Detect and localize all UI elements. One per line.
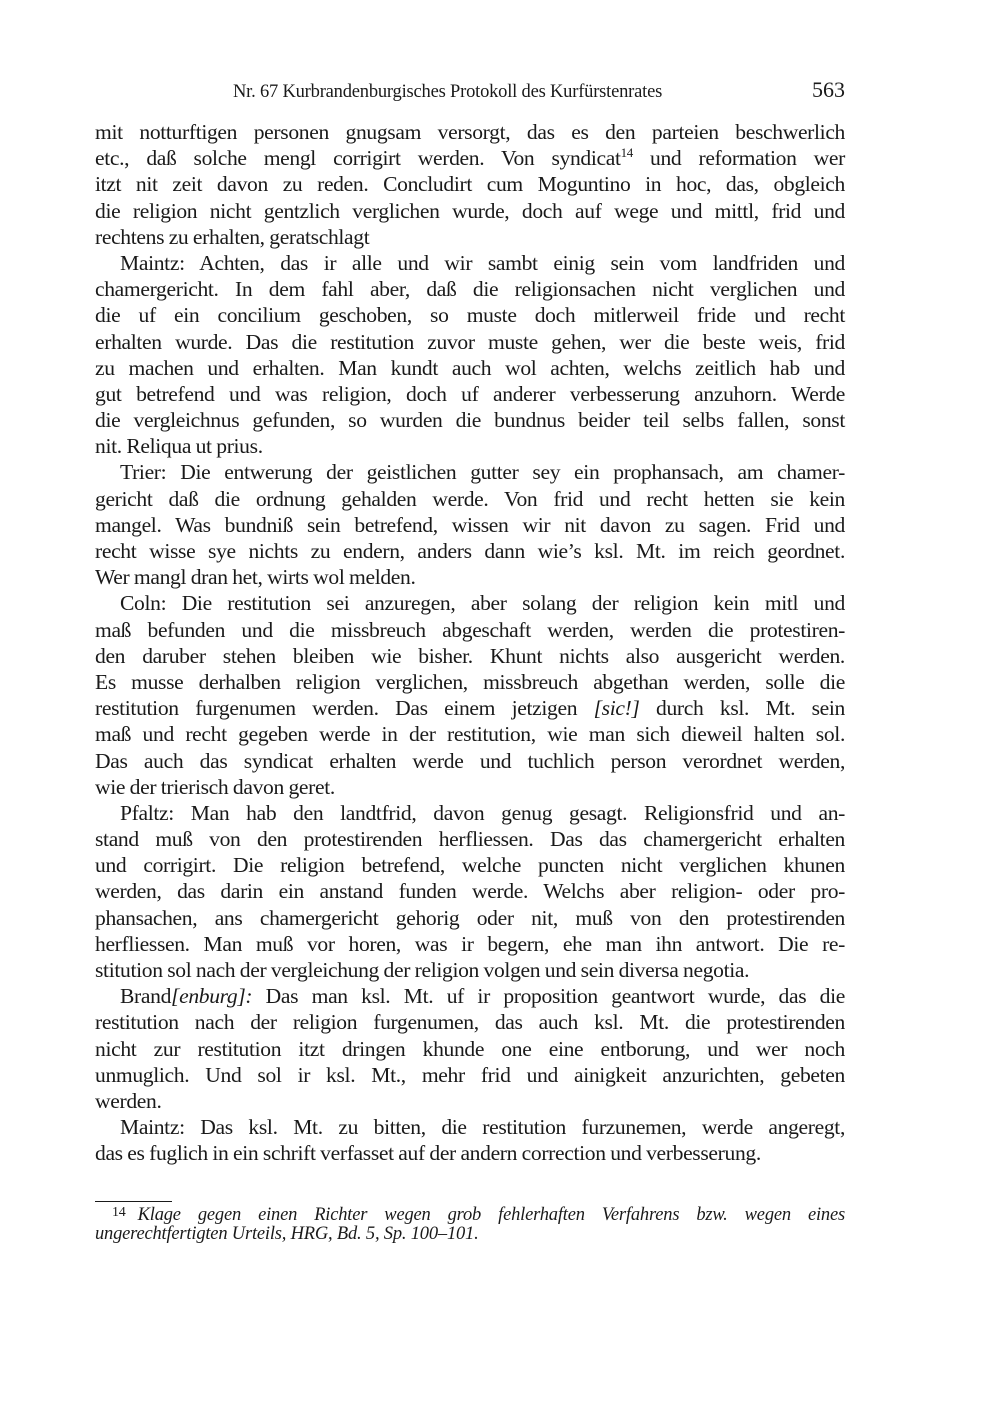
text-segment: restitution furgenumen werden. Das einem jetzigen bbox=[95, 696, 594, 721]
text-segment: restitution nach der religion furgenumen, das auch ksl. Mt. die protestirenden bbox=[95, 1010, 845, 1035]
text-line bbox=[95, 512, 845, 538]
text-segment: mangel. Was bundniß sein betrefend, wissen wir nit davon zu sagen. Frid und bbox=[95, 512, 845, 537]
text-line bbox=[95, 748, 845, 774]
text-line bbox=[95, 1114, 845, 1140]
text-segment: Wer mangl dran het, wirts wol melden. bbox=[95, 565, 416, 590]
text-line bbox=[95, 800, 845, 826]
footnote-number: 14 bbox=[112, 1205, 126, 1220]
running-head bbox=[95, 78, 845, 106]
editorial-insertion: [sic!] bbox=[593, 696, 640, 721]
text-line bbox=[95, 1036, 845, 1062]
text-segment: durch ksl. Mt. sein bbox=[639, 696, 845, 721]
text-segment: recht wisse sye nichts zu endern, anders dann wie’s ksl. Mt. im reich geordnet. bbox=[95, 539, 845, 563]
footnote-divider bbox=[95, 1201, 172, 1202]
text-segment: Pfaltz: Man hab den landtfrid, davon genug gesagt. Religionsfrid und an- bbox=[120, 800, 845, 825]
text-segment: zu machen und erhalten. Man kundt auch wol achten, welchs zeitlich hab und bbox=[95, 355, 845, 380]
text-line bbox=[95, 302, 845, 328]
text-segment: den daruber stehen bleiben wie bisher. Khunt nichts also ausgericht werden. bbox=[95, 643, 845, 668]
text-line bbox=[95, 590, 845, 616]
text-line bbox=[95, 669, 845, 695]
text-segment: Das man ksl. Mt. uf ir proposition geantwort wurde, das die bbox=[252, 984, 845, 1009]
text-segment: maß befunden und die missbreuch abgeschaft werden, werden die protestiren- bbox=[95, 617, 845, 642]
footnote-line bbox=[95, 1206, 845, 1225]
text-line bbox=[95, 774, 845, 800]
text-segment: itzt nit zeit davon zu reden. Concludirt cum Moguntino in hoc, das, obgleich bbox=[95, 172, 845, 197]
text-line bbox=[95, 1140, 845, 1166]
text-segment: Maintz: Achten, das ir alle und wir sambt einig sein vom landfriden und bbox=[120, 250, 845, 275]
text-segment: wie der trierisch davon geret. bbox=[95, 774, 335, 799]
text-segment: die uf ein concilium geschoben, so muste doch mitlerweil fride und recht bbox=[95, 303, 845, 328]
text-line bbox=[95, 276, 845, 302]
text-line bbox=[95, 931, 845, 957]
text-segment: Es musse derhalben religion verglichen, missbreuch abgethan werden, solle die bbox=[95, 669, 845, 694]
text-segment: unmuglich. Und sol ir ksl. Mt., mehr frid und ainigkeit anzurichten, gebeten bbox=[95, 1062, 845, 1087]
running-title: Nr. 67 Kurbrandenburgisches Protokoll des Kurfürstenrates bbox=[233, 82, 663, 102]
text-line bbox=[95, 878, 845, 904]
footnote-text: ungerechtfertigten Urteils, HRG, Bd. 5, Sp. 100–101. bbox=[95, 1224, 479, 1244]
footnote-line bbox=[95, 1225, 845, 1244]
text-line bbox=[95, 329, 845, 355]
text-line bbox=[95, 957, 845, 983]
text-line bbox=[95, 145, 845, 171]
paragraph bbox=[95, 119, 845, 250]
text-segment: nicht zur restitution itzt dringen khunde one eine entborung, und wer noch bbox=[95, 1036, 845, 1061]
text-segment: Maintz: Das ksl. Mt. zu bitten, die restitution furzunemen, werde angeregt, bbox=[120, 1115, 845, 1140]
text-segment: erhalten wurde. Das die restitution zuvor muste gehen, wer die beste weis, frid bbox=[95, 329, 845, 354]
text-line bbox=[95, 538, 845, 564]
text-segment: das es fuglich in ein schrift verfasset auf der andern correction und verbesserung. bbox=[95, 1141, 761, 1166]
text-segment: chamergericht. In dem fahl aber, daß die religionsachen nicht verglichen und bbox=[95, 277, 845, 302]
text-line bbox=[95, 171, 845, 197]
text-segment: etc., daß solche mengl corrigirt werden. Von syndicat bbox=[95, 146, 621, 171]
text-line bbox=[95, 564, 845, 590]
text-line bbox=[95, 1009, 845, 1035]
editorial-insertion: [enburg]: bbox=[171, 984, 253, 1009]
text-segment: Trier: Die entwerung der geistlichen gutter sey ein prophansach, am chamer- bbox=[120, 460, 845, 485]
text-segment: und reformation wer bbox=[632, 146, 845, 171]
paragraph-maintz bbox=[95, 250, 845, 460]
footnote-text: Klage gegen einen Richter wegen grob fehlerhaften Verfahrens bzw. wegen eines bbox=[137, 1205, 845, 1225]
text-segment: nit. Reliqua ut prius. bbox=[95, 434, 263, 459]
text-line bbox=[95, 433, 845, 459]
paragraph-pfaltz bbox=[95, 800, 845, 983]
paragraph-maintz bbox=[95, 1114, 845, 1166]
text-line bbox=[95, 905, 845, 931]
text-line bbox=[95, 695, 845, 721]
text-line bbox=[95, 721, 845, 747]
text-segment: werden, das darin ein anstand funden werde. Welchs aber religion- oder pro- bbox=[95, 879, 845, 904]
text-segment: werden. bbox=[95, 1088, 162, 1113]
page-number: 563 bbox=[812, 77, 845, 102]
text-segment: rechtens zu erhalten, geratschlagt bbox=[95, 224, 370, 249]
text-line bbox=[95, 643, 845, 669]
text-segment: die religion nicht gentzlich verglichen wurde, doch auf wege und mittl, frid und bbox=[95, 198, 845, 223]
text-segment: gut betrefend und was religion, doch uf anderer verbesserung anzuhorn. Werde bbox=[95, 381, 845, 406]
text-line bbox=[95, 250, 845, 276]
text-line bbox=[95, 852, 845, 878]
text-line bbox=[95, 224, 845, 250]
text-segment: Das auch das syndicat erhalten werde und tuchlich person verordnet werden, bbox=[95, 748, 845, 773]
text-line bbox=[95, 826, 845, 852]
text-segment: phansachen, ans chamergericht gehorig oder nit, muß von den protestirenden bbox=[95, 905, 845, 930]
text-segment: Coln: Die restitution sei anzuregen, aber solang der religion kein mitl und bbox=[120, 591, 845, 616]
paragraph-coln bbox=[95, 590, 845, 800]
text-line bbox=[95, 459, 845, 485]
text-segment: Brand bbox=[120, 984, 172, 1009]
paragraph-brandenburg bbox=[95, 983, 845, 1114]
text-line bbox=[95, 381, 845, 407]
text-line bbox=[95, 355, 845, 381]
text-segment: herfliessen. Man muß vor horen, was ir begern, ehe man ihn antwort. Die re- bbox=[95, 931, 845, 956]
text-line bbox=[95, 119, 845, 145]
text-segment: und corrigirt. Die religion betrefend, welche puncten nicht verglichen khunen bbox=[95, 853, 845, 878]
text-segment: die vergleichnus gefunden, so wurden die bundnus beider teil selbs fallen, sonst bbox=[95, 408, 845, 433]
text-line bbox=[95, 617, 845, 643]
text-line bbox=[95, 983, 845, 1009]
text-line bbox=[95, 198, 845, 224]
footnote-reference[interactable]: 14 bbox=[620, 145, 633, 161]
text-line bbox=[95, 1062, 845, 1088]
footnote bbox=[95, 1206, 845, 1244]
text-segment: maß und recht gegeben werde in der restitution, wie man sich dieweil halten sol. bbox=[95, 722, 845, 747]
text-line bbox=[95, 1088, 845, 1114]
body-text bbox=[95, 119, 845, 1167]
text-line bbox=[95, 407, 845, 433]
text-segment: mit notturftigen personen gnugsam versorgt, das es den parteien beschwerlich bbox=[95, 120, 845, 144]
text-segment: stitution sol nach der vergleichung der religion volgen und sein diversa negotia. bbox=[95, 958, 750, 982]
text-segment: gericht daß die ordnung gehalden werde. Von frid und recht hetten sie kein bbox=[95, 486, 845, 511]
paragraph-trier bbox=[95, 459, 845, 590]
text-segment: stand muß von den protestirenden herfliessen. Das das chamergericht erhalten bbox=[95, 827, 845, 852]
text-line bbox=[95, 486, 845, 512]
